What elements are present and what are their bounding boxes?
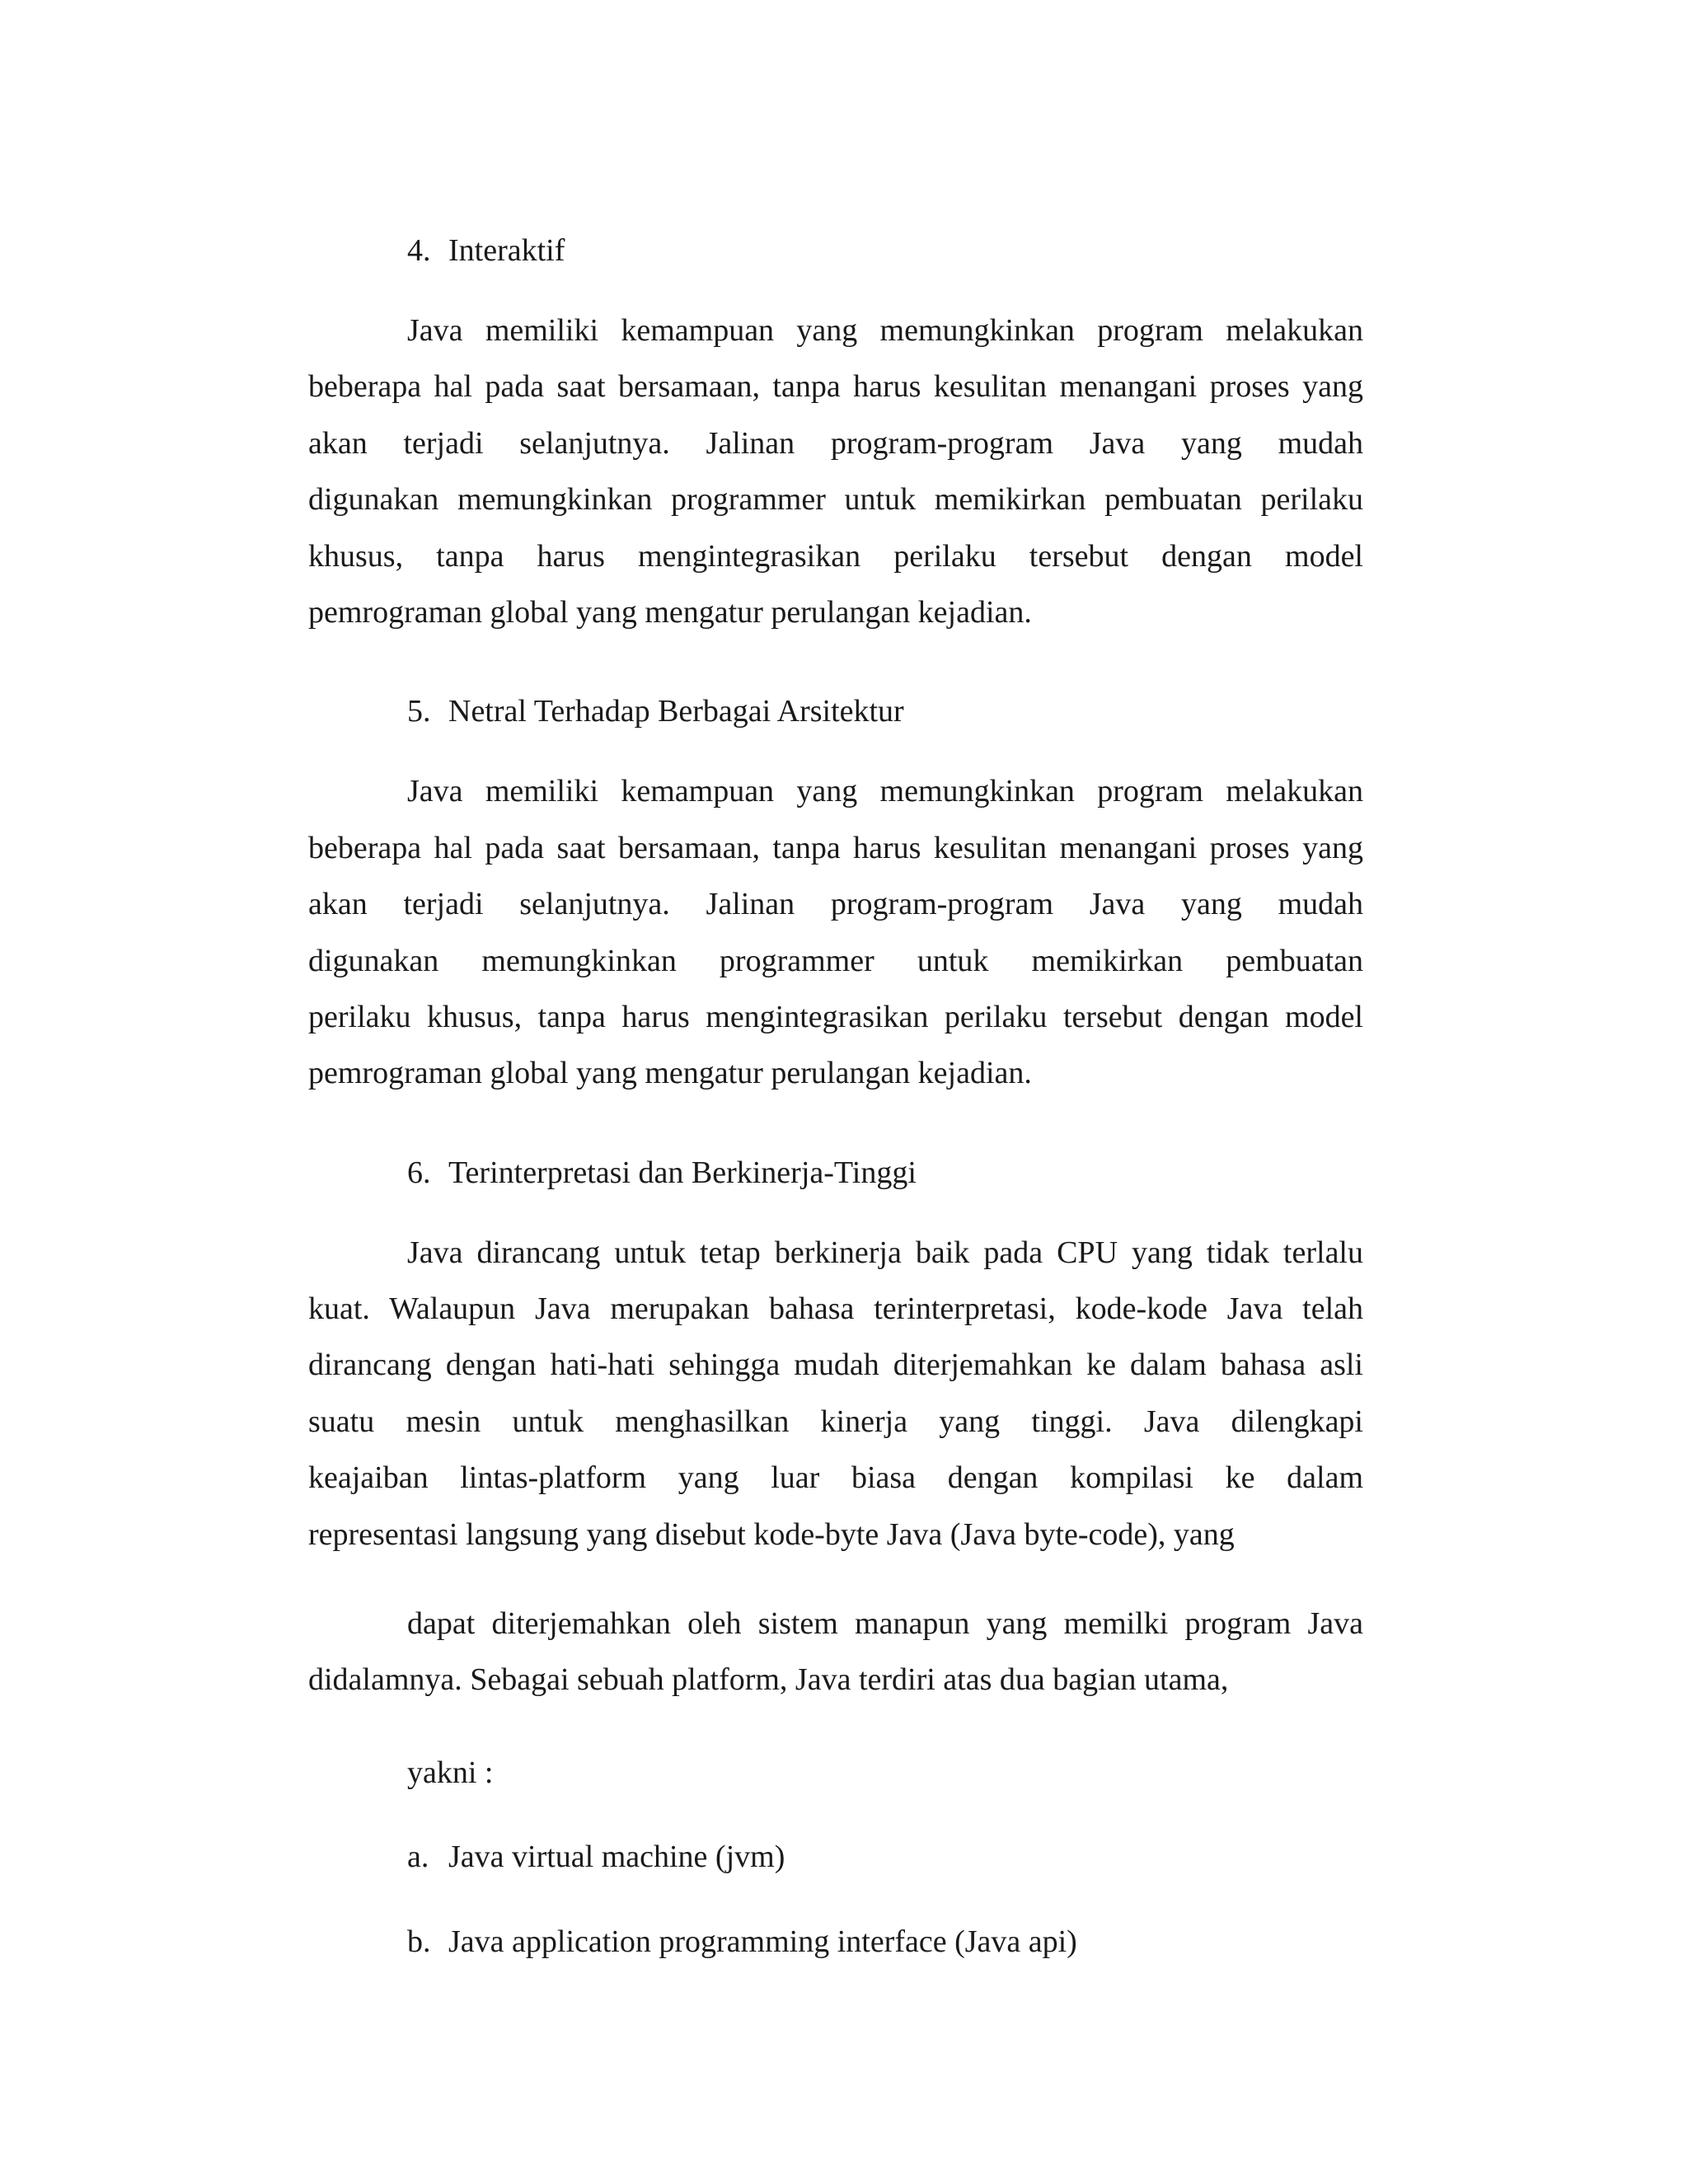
paragraph-line: Java dirancang untuk tetap berkinerja baik pada CPU yang tidak terlalu bbox=[407, 1235, 1363, 1270]
paragraph-interaktif bbox=[308, 312, 1363, 650]
paragraph-line: representasi langsung yang disebut kode-byte Java (Java byte-code), yang bbox=[308, 1516, 1235, 1552]
section-number: 5. bbox=[407, 694, 431, 729]
paragraph-line: akan terjadi selanjutnya. Jalinan program-program Java yang mudah bbox=[308, 425, 1363, 461]
section-heading-5 bbox=[407, 683, 1363, 740]
list-marker: b. bbox=[407, 1924, 431, 1959]
paragraph-line: digunakan memungkinkan programmer untuk memikirkan pembuatan bbox=[308, 943, 1363, 978]
paragraph-line: khusus, tanpa harus mengintegrasikan perilaku tersebut dengan model bbox=[308, 538, 1363, 574]
list-item-jvm bbox=[407, 1829, 1363, 1885]
list-marker: a. bbox=[407, 1840, 429, 1875]
section-title: Interaktif bbox=[448, 233, 565, 268]
paragraph-line: pemrograman global yang mengatur perulangan kejadian. bbox=[308, 1056, 1032, 1091]
paragraph-line: beberapa hal pada saat bersamaan, tanpa harus kesulitan menangani proses yang bbox=[308, 369, 1363, 405]
list-text: Java virtual machine (jvm) bbox=[448, 1840, 785, 1875]
section-number: 4. bbox=[407, 233, 431, 268]
paragraph-line: Java memiliki kemampuan yang memungkinkan program melakukan bbox=[407, 774, 1363, 809]
paragraph-line: didalamnya. Sebagai sebuah platform, Java terdiri atas dua bagian utama, bbox=[308, 1662, 1229, 1698]
paragraph-continuation bbox=[308, 1605, 1363, 1718]
section-heading-6 bbox=[407, 1145, 1363, 1202]
paragraph-line: beberapa hal pada saat bersamaan, tanpa harus kesulitan menangani proses yang bbox=[308, 830, 1363, 865]
paragraph-line: suatu mesin untuk menghasilkan kinerja yang tinggi. Java dilengkapi bbox=[308, 1404, 1363, 1439]
paragraph-terinterpretasi bbox=[308, 1235, 1363, 1572]
paragraph-line: Java memiliki kemampuan yang memungkinkan program melakukan bbox=[407, 313, 1363, 348]
paragraph-line: kuat. Walaupun Java merupakan bahasa terinterpretasi, kode-kode Java telah bbox=[308, 1291, 1363, 1327]
paragraph-line: perilaku khusus, tanpa harus mengintegrasikan perilaku tersebut dengan model bbox=[308, 999, 1363, 1034]
paragraph-line: digunakan memungkinkan programmer untuk memikirkan pembuatan perilaku bbox=[308, 482, 1363, 518]
paragraph-line: keajaiban lintas-platform yang luar biasa dengan kompilasi ke dalam bbox=[308, 1460, 1363, 1496]
paragraph-line: dirancang dengan hati-hati sehingga mudah diterjemahkan ke dalam bahasa asli bbox=[308, 1347, 1363, 1383]
paragraph-line: akan terjadi selanjutnya. Jalinan program-program Java yang mudah bbox=[308, 887, 1363, 922]
section-number: 6. bbox=[407, 1155, 431, 1190]
list-text: Java application programming interface (Java api) bbox=[448, 1924, 1077, 1959]
list-item-java-api bbox=[407, 1914, 1363, 1970]
document-body bbox=[308, 198, 1363, 1970]
paragraph-line: dapat diterjemahkan oleh sistem manapun yang memilki program Java bbox=[407, 1606, 1363, 1642]
yakni-line: yakni : bbox=[407, 1755, 494, 1790]
section-title: Terinterpretasi dan Berkinerja-Tinggi bbox=[448, 1155, 917, 1190]
paragraph-line: pemrograman global yang mengatur perulangan kejadian. bbox=[308, 594, 1032, 630]
section-heading-4 bbox=[407, 223, 1363, 279]
paragraph-netral bbox=[308, 773, 1363, 1111]
section-title: Netral Terhadap Berbagai Arsitektur bbox=[448, 694, 904, 729]
